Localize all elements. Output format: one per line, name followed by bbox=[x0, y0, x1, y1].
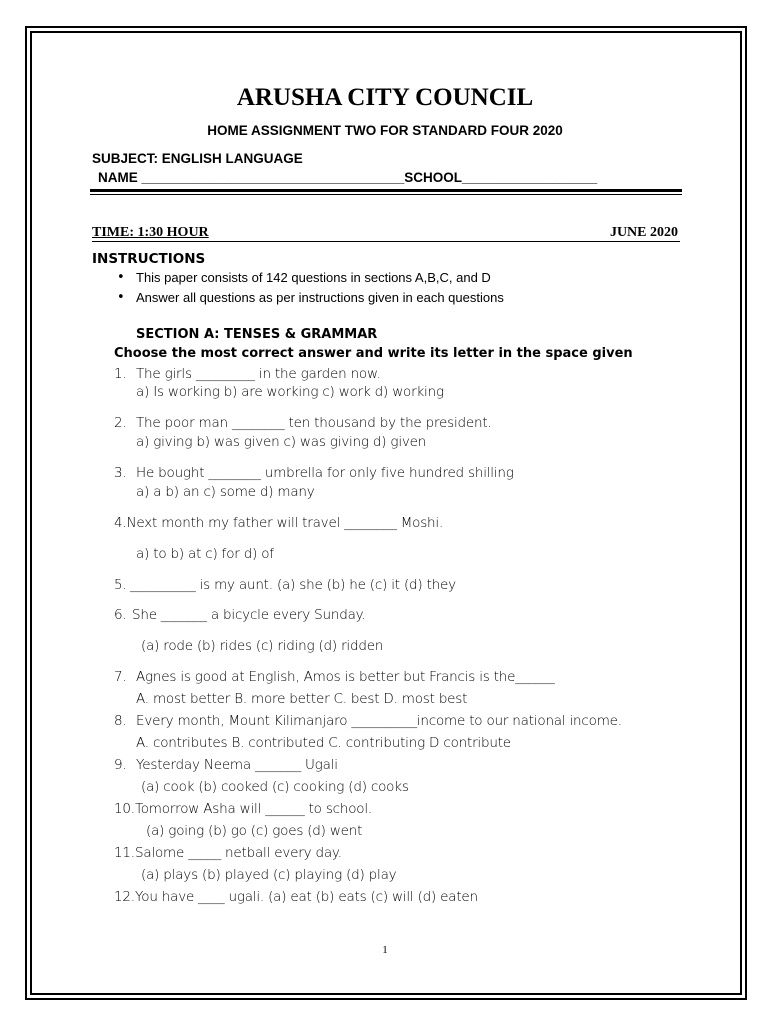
header-divider bbox=[90, 189, 682, 192]
date-label: JUNE 2020 bbox=[609, 225, 678, 240]
question-text: Salome _____ netball every day. bbox=[135, 845, 342, 861]
question-text: 4.Next month my father will travel ________ Moshi. bbox=[114, 515, 444, 531]
name-school-line: NAME ___________________________________SCHOOL__________________ bbox=[98, 170, 598, 185]
question-options: (a) rode (b) rides (c) riding (d) ridden bbox=[141, 638, 384, 654]
question-text: __________ is my aunt. (a) she (b) he (c) it (d) they bbox=[130, 577, 456, 593]
question-text: She _______ a bicycle every Sunday. bbox=[132, 607, 366, 623]
bullet-icon: • bbox=[117, 270, 125, 285]
question-options: a) Is working b) are working c) work d) working bbox=[136, 384, 444, 400]
question-number: 8. bbox=[114, 713, 127, 729]
question-number: 2. bbox=[114, 415, 127, 431]
question-options: (a) going (b) go (c) goes (d) went bbox=[146, 823, 363, 839]
header-divider-thin bbox=[90, 194, 682, 195]
question-number: 12. bbox=[114, 889, 135, 905]
instruction-item: Answer all questions as per instructions given in each questions bbox=[136, 290, 504, 305]
question-options: a) to b) at c) for d) of bbox=[136, 546, 274, 562]
instructions-title: INSTRUCTIONS bbox=[92, 251, 206, 267]
question-text: Agnes is good at English, Amos is better but Francis is the______ bbox=[136, 669, 555, 685]
question-options: a) giving b) was given c) was giving d) given bbox=[136, 434, 427, 450]
instruction-item: This paper consists of 142 questions in sections A,B,C, and D bbox=[136, 270, 491, 285]
question-options: A. most better B. more better C. best D. most best bbox=[136, 691, 468, 707]
time-label: TIME: 1:30 HOUR bbox=[92, 225, 209, 240]
question-number: 1. bbox=[114, 366, 127, 382]
question-text: Tomorrow Asha will ______ to school. bbox=[135, 801, 372, 817]
question-text: You have ____ ugali. (a) eat (b) eats (c) will (d) eaten bbox=[135, 889, 478, 905]
question-options: (a) cook (b) cooked (c) cooking (d) cooks bbox=[141, 779, 409, 795]
assignment-title: HOME ASSIGNMENT TWO FOR STANDARD FOUR 2020 bbox=[207, 123, 563, 138]
question-number: 6. bbox=[114, 607, 127, 623]
question-number: 5. bbox=[114, 577, 127, 593]
question-text: Every month, Mount Kilimanjaro __________income to our national income. bbox=[136, 713, 622, 729]
question-options: a) a b) an c) some d) many bbox=[136, 484, 315, 500]
question-number: 10. bbox=[114, 801, 135, 817]
question-number: 7. bbox=[114, 669, 127, 685]
question-number: 9. bbox=[114, 757, 127, 773]
subject-line: SUBJECT: ENGLISH LANGUAGE bbox=[92, 151, 303, 166]
question-options: A. contributes B. contributed C. contributing D contribute bbox=[136, 735, 511, 751]
question-number: 11. bbox=[114, 845, 135, 861]
section-a-title: SECTION A: TENSES & GRAMMAR bbox=[136, 327, 378, 342]
section-a-directive: Choose the most correct answer and write its letter in the space given bbox=[114, 346, 633, 361]
page-number: 1 bbox=[382, 944, 388, 956]
question-text: He bought ________ umbrella for only five hundred shilling bbox=[136, 465, 514, 481]
question-options: (a) plays (b) played (c) playing (d) play bbox=[141, 867, 397, 883]
bullet-icon: • bbox=[117, 290, 125, 305]
question-number: 3. bbox=[114, 465, 127, 481]
council-title: ARUSHA CITY COUNCIL bbox=[236, 84, 534, 111]
question-text: The girls _________ in the garden now. bbox=[136, 366, 381, 382]
question-text: The poor man ________ ten thousand by the president. bbox=[136, 415, 492, 431]
question-text: Yesterday Neema _______ Ugali bbox=[136, 757, 338, 773]
time-underline bbox=[92, 241, 680, 242]
